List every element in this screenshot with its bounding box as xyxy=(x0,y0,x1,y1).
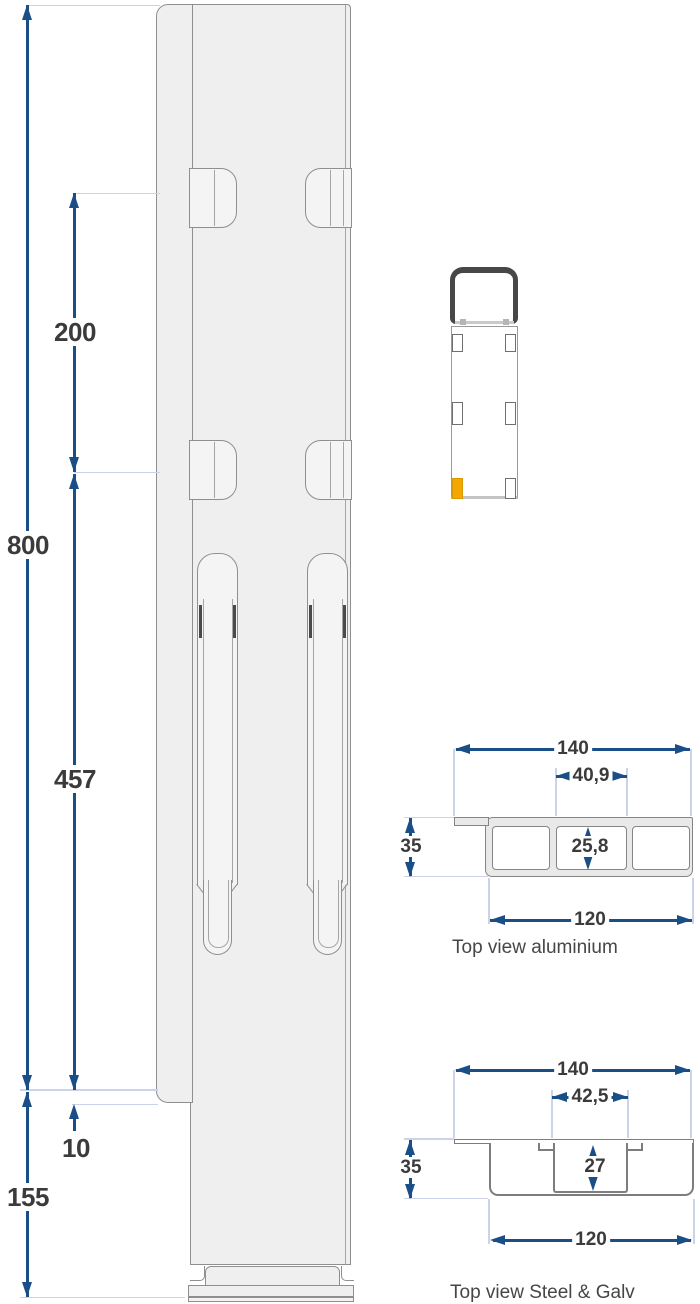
slot-bend-line xyxy=(214,442,215,498)
dimension-label-steel-140: 140 xyxy=(554,1059,592,1080)
arrow-down-icon xyxy=(405,1184,415,1199)
extension-line xyxy=(690,749,692,816)
dimension-label-10: 10 xyxy=(59,1134,93,1162)
slot-wear-mark xyxy=(233,605,236,638)
dimension-label-steel-35: 35 xyxy=(397,1157,424,1178)
arrow-left-icon xyxy=(552,1092,567,1102)
arrow-right-icon xyxy=(675,1065,690,1075)
arrow-right-icon xyxy=(675,744,690,754)
steel-profile-hook-right xyxy=(627,1143,643,1151)
dimension-label-200: 200 xyxy=(51,318,99,346)
truck-post-front-right xyxy=(505,334,516,352)
aluminium-section-caption: Top view aluminium xyxy=(452,937,618,958)
foot-base-strip xyxy=(188,1297,354,1302)
dimension-label-alu-120: 120 xyxy=(571,909,609,930)
dimension-label-800: 800 xyxy=(4,531,52,559)
slot-bend-line xyxy=(343,442,344,498)
truck-post-mid-left xyxy=(452,402,463,425)
arrow-down-icon xyxy=(405,862,415,877)
dimension-label-alu-35: 35 xyxy=(397,836,424,857)
long-slot-left-bottom-inner xyxy=(208,880,229,948)
dimension-label-alu-25-8: 25,8 xyxy=(569,836,612,857)
foot-band xyxy=(188,1285,354,1297)
extension-line xyxy=(453,1070,455,1138)
extension-line xyxy=(74,472,160,474)
slot-bend-line xyxy=(214,170,215,226)
extension-line xyxy=(20,1089,158,1091)
extension-line xyxy=(453,749,455,816)
arrow-left-icon xyxy=(490,915,505,925)
arrow-down-icon xyxy=(22,1075,32,1090)
truck-post-rear-right xyxy=(505,478,516,499)
arrow-up-icon xyxy=(405,1140,415,1155)
channel-inner-line xyxy=(342,599,343,883)
lashing-slot-top-left xyxy=(189,168,237,228)
arrow-left-icon xyxy=(490,1235,505,1245)
slot-wear-mark xyxy=(309,605,312,638)
slot-bend-line xyxy=(330,442,331,498)
dimension-label-alu-40-9: 40,9 xyxy=(570,765,613,786)
arrow-up-icon xyxy=(22,1092,32,1107)
arrow-right-icon xyxy=(677,915,692,925)
extension-line xyxy=(72,1104,158,1106)
dimension-tail-10 xyxy=(73,1117,76,1131)
extension-line xyxy=(690,1070,692,1138)
slot-wear-mark xyxy=(199,605,202,638)
arrow-down-icon xyxy=(22,1282,32,1297)
extension-line xyxy=(693,1199,695,1244)
post-front-plate xyxy=(156,4,193,1103)
alu-chamber-right xyxy=(632,826,690,870)
arrow-right-icon xyxy=(677,1235,692,1245)
slot-bend-line xyxy=(330,170,331,226)
dimension-label-alu-140: 140 xyxy=(554,738,592,759)
dimension-label-steel-27: 27 xyxy=(581,1156,608,1177)
channel-inner-line xyxy=(313,599,314,883)
steel-section-caption: Top view Steel & Galv xyxy=(450,1282,635,1303)
alu-chamber-left xyxy=(492,826,550,870)
lashing-slot-mid-right xyxy=(305,440,352,500)
arrow-down-icon xyxy=(69,457,79,472)
arrow-down-icon xyxy=(588,1176,598,1191)
truck-post-mid-right xyxy=(505,402,516,425)
extension-line xyxy=(692,878,694,924)
extension-line xyxy=(74,193,160,195)
long-slot-right-bottom-inner xyxy=(318,880,339,948)
arrow-left-icon xyxy=(455,744,470,754)
foot-tab-left xyxy=(190,1266,205,1281)
lashing-slot-top-right xyxy=(305,168,352,228)
channel-inner-line xyxy=(203,599,204,883)
arrow-right-icon xyxy=(612,771,627,781)
dimension-label-155: 155 xyxy=(4,1183,52,1211)
extension-line xyxy=(404,876,488,878)
lashing-slot-mid-left xyxy=(189,440,237,500)
extension-line xyxy=(27,5,160,7)
foot-plate xyxy=(205,1266,340,1285)
foot-tab-right xyxy=(341,1266,354,1281)
slot-wear-mark xyxy=(343,605,346,638)
arrow-up-icon xyxy=(22,5,32,20)
truck-post-rear-left-highlighted xyxy=(452,478,463,499)
steel-profile-hook-left xyxy=(538,1143,554,1151)
long-slot-left-head xyxy=(197,553,238,599)
arrow-up-icon xyxy=(69,474,79,489)
arrow-down-icon xyxy=(69,1075,79,1090)
arrow-left-icon xyxy=(455,1065,470,1075)
arrow-up-icon xyxy=(405,818,415,833)
truck-mirror-left xyxy=(460,319,466,325)
arrow-right-icon xyxy=(613,1092,628,1102)
truck-cab-outline xyxy=(450,267,518,324)
extension-line xyxy=(20,1297,185,1299)
arrow-up-icon xyxy=(69,193,79,208)
alu-profile-flange xyxy=(454,817,489,826)
slot-bend-line xyxy=(343,170,344,226)
long-slot-right-head xyxy=(307,553,348,599)
extension-line xyxy=(404,1198,488,1200)
dimension-label-steel-120: 120 xyxy=(572,1229,610,1250)
truck-post-front-left xyxy=(452,334,463,352)
dimension-label-steel-42-5: 42,5 xyxy=(569,1086,612,1107)
channel-inner-line xyxy=(232,599,233,883)
dimension-label-457: 457 xyxy=(51,765,99,793)
truck-mirror-right xyxy=(503,319,509,325)
